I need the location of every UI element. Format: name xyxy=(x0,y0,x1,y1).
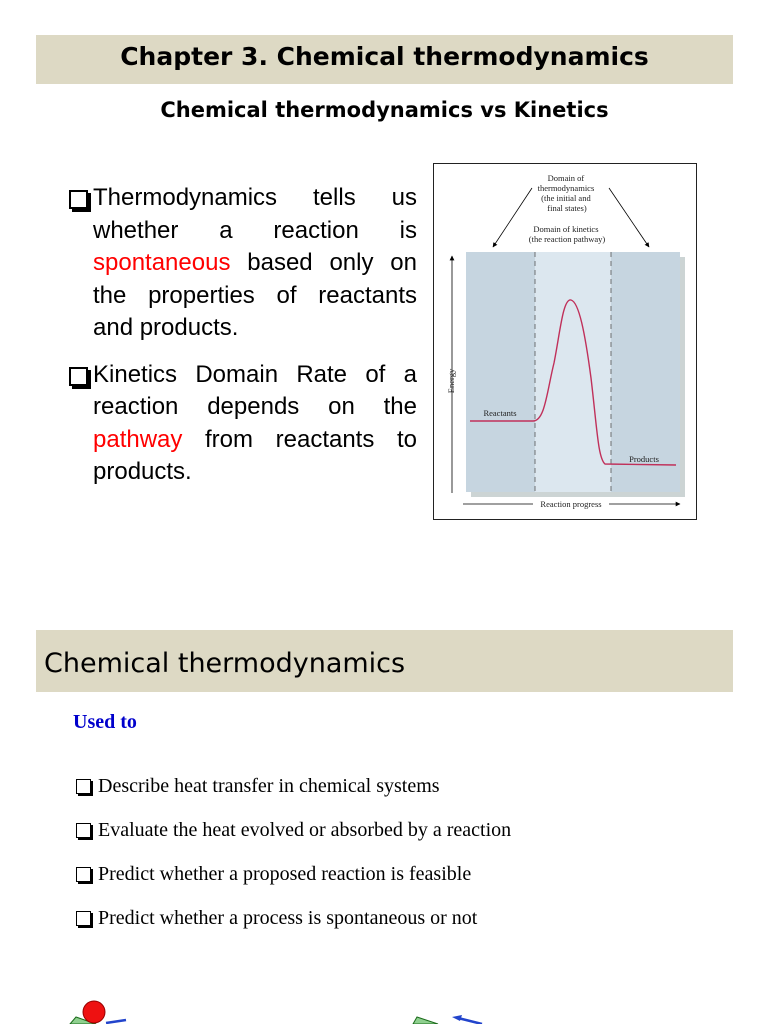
section-banner xyxy=(36,630,733,692)
checkbox-bullet-icon xyxy=(67,182,93,214)
checkbox-bullet-icon xyxy=(76,823,91,838)
products-label: Products xyxy=(629,454,659,464)
blue-arrow-icon xyxy=(458,1018,482,1024)
energy-diagram xyxy=(433,163,697,520)
checkbox-bullet-icon xyxy=(76,867,91,882)
energy-axis-label: Energy xyxy=(446,368,456,394)
section-subtitle: Chemical thermodynamics vs Kinetics xyxy=(160,98,609,122)
bullet-list xyxy=(67,182,417,489)
list-item xyxy=(76,896,511,940)
chapter-title-banner xyxy=(36,35,733,84)
reactants-label: Reactants xyxy=(483,408,517,418)
section-title: Chemical thermodynamics xyxy=(44,648,406,679)
list-item-text: Describe heat transfer in chemical systems xyxy=(98,774,440,797)
uses-list xyxy=(76,764,511,940)
checkbox-bullet-icon xyxy=(76,779,91,794)
checkbox-bullet-icon xyxy=(76,911,91,926)
used-to-heading: Used to xyxy=(73,711,137,733)
red-ball-icon xyxy=(83,1001,105,1023)
bullet-thermodynamics xyxy=(67,182,417,345)
bottom-illustration xyxy=(0,990,768,1024)
list-item-text: Predict whether a process is spontaneous or not xyxy=(98,906,478,929)
list-item-text: Predict whether a proposed reaction is feasible xyxy=(98,862,472,885)
bullet-kinetics xyxy=(67,359,417,489)
bullet-text: from reactants to products. xyxy=(93,425,417,485)
bullet-text: Kinetics Domain Rate of a reaction depends on the xyxy=(93,360,417,420)
chapter-title: Chapter 3. Chemical thermodynamics xyxy=(120,42,649,71)
progress-axis-label: Reaction progress xyxy=(540,499,602,509)
green-ramp-icon xyxy=(413,1017,438,1024)
arrow-head-icon xyxy=(452,1015,462,1021)
list-item xyxy=(76,764,511,808)
highlight-pathway: pathway xyxy=(93,425,183,453)
blue-arrow-icon xyxy=(106,1020,126,1023)
bullet-text: Thermodynamics tells us whether a reaction is xyxy=(93,184,417,244)
checkbox-bullet-icon xyxy=(67,359,93,391)
bullet-text: based only on the properties of reactants and products. xyxy=(93,249,417,341)
list-item xyxy=(76,852,511,896)
domain-thermo-label: Domain of thermodynamics (the initial and final states) xyxy=(537,173,595,213)
list-item xyxy=(76,808,511,852)
highlight-spontaneous: spontaneous xyxy=(93,249,231,276)
domain-kinetics-label: Domain of kinetics (the reaction pathway) xyxy=(528,224,606,244)
kinetics-band xyxy=(535,252,611,492)
list-item-text: Evaluate the heat evolved or absorbed by a reaction xyxy=(98,818,512,841)
